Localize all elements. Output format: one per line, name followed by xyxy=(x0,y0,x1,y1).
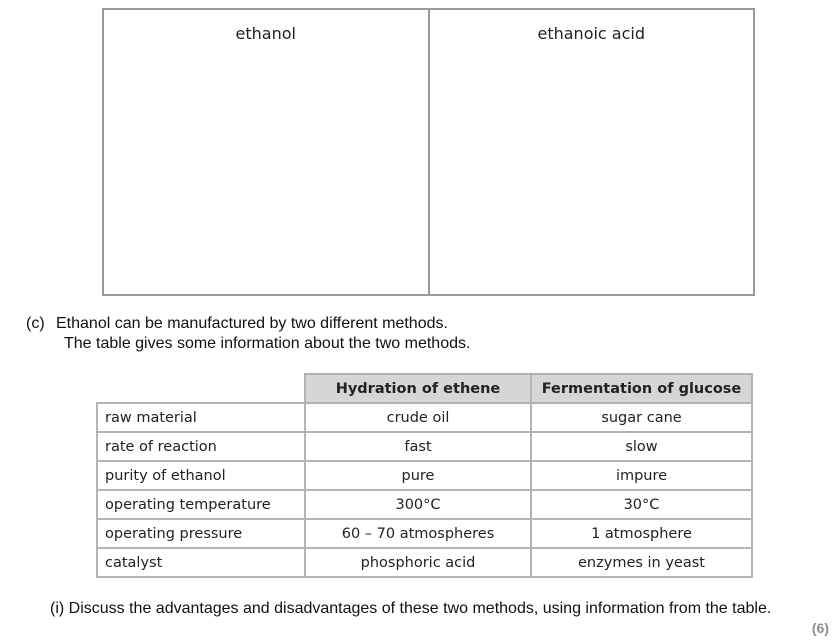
question-i-text: (i) Discuss the advantages and disadvantages of these two methods, using information from the table. xyxy=(50,600,772,617)
fermentation-value: 30°C xyxy=(531,490,752,519)
table-row xyxy=(97,548,752,577)
table-header-fermentation: Fermentation of glucose xyxy=(531,374,752,403)
methods-table xyxy=(96,373,753,578)
table-header-blank xyxy=(97,374,305,403)
answer-label-ethanoic-acid: ethanoic acid xyxy=(537,24,646,43)
question-c-line2: The table gives some information about the two methods. xyxy=(64,335,471,352)
row-label: purity of ethanol xyxy=(97,461,305,490)
fermentation-value: 1 atmosphere xyxy=(531,519,752,548)
hydration-value: 60 – 70 atmospheres xyxy=(305,519,531,548)
row-label: operating temperature xyxy=(97,490,305,519)
fermentation-value: impure xyxy=(531,461,752,490)
row-label: rate of reaction xyxy=(97,432,305,461)
table-row xyxy=(97,519,752,548)
hydration-value: pure xyxy=(305,461,531,490)
table-header-hydration: Hydration of ethene xyxy=(305,374,531,403)
question-c-line1 xyxy=(26,314,448,334)
fermentation-value: sugar cane xyxy=(531,403,752,432)
row-label: raw material xyxy=(97,403,305,432)
hydration-value: phosphoric acid xyxy=(305,548,531,577)
row-label: operating pressure xyxy=(97,519,305,548)
table-header-row xyxy=(97,374,752,403)
table-row xyxy=(97,432,752,461)
answer-label-ethanol: ethanol xyxy=(235,24,296,43)
hydration-value: crude oil xyxy=(305,403,531,432)
row-label: catalyst xyxy=(97,548,305,577)
hydration-value: 300°C xyxy=(305,490,531,519)
fermentation-value: enzymes in yeast xyxy=(531,548,752,577)
fermentation-value: slow xyxy=(531,432,752,461)
table-row xyxy=(97,461,752,490)
table-row xyxy=(97,490,752,519)
table-row xyxy=(97,403,752,432)
answer-column-ethanol[interactable] xyxy=(104,10,428,294)
answer-box xyxy=(102,8,755,296)
marks-label: (6) xyxy=(811,620,829,636)
hydration-value: fast xyxy=(305,432,531,461)
answer-column-ethanoic-acid[interactable] xyxy=(428,10,754,294)
question-c-label: (c) xyxy=(26,315,45,332)
question-c-text1: Ethanol can be manufactured by two different methods. xyxy=(56,315,448,332)
